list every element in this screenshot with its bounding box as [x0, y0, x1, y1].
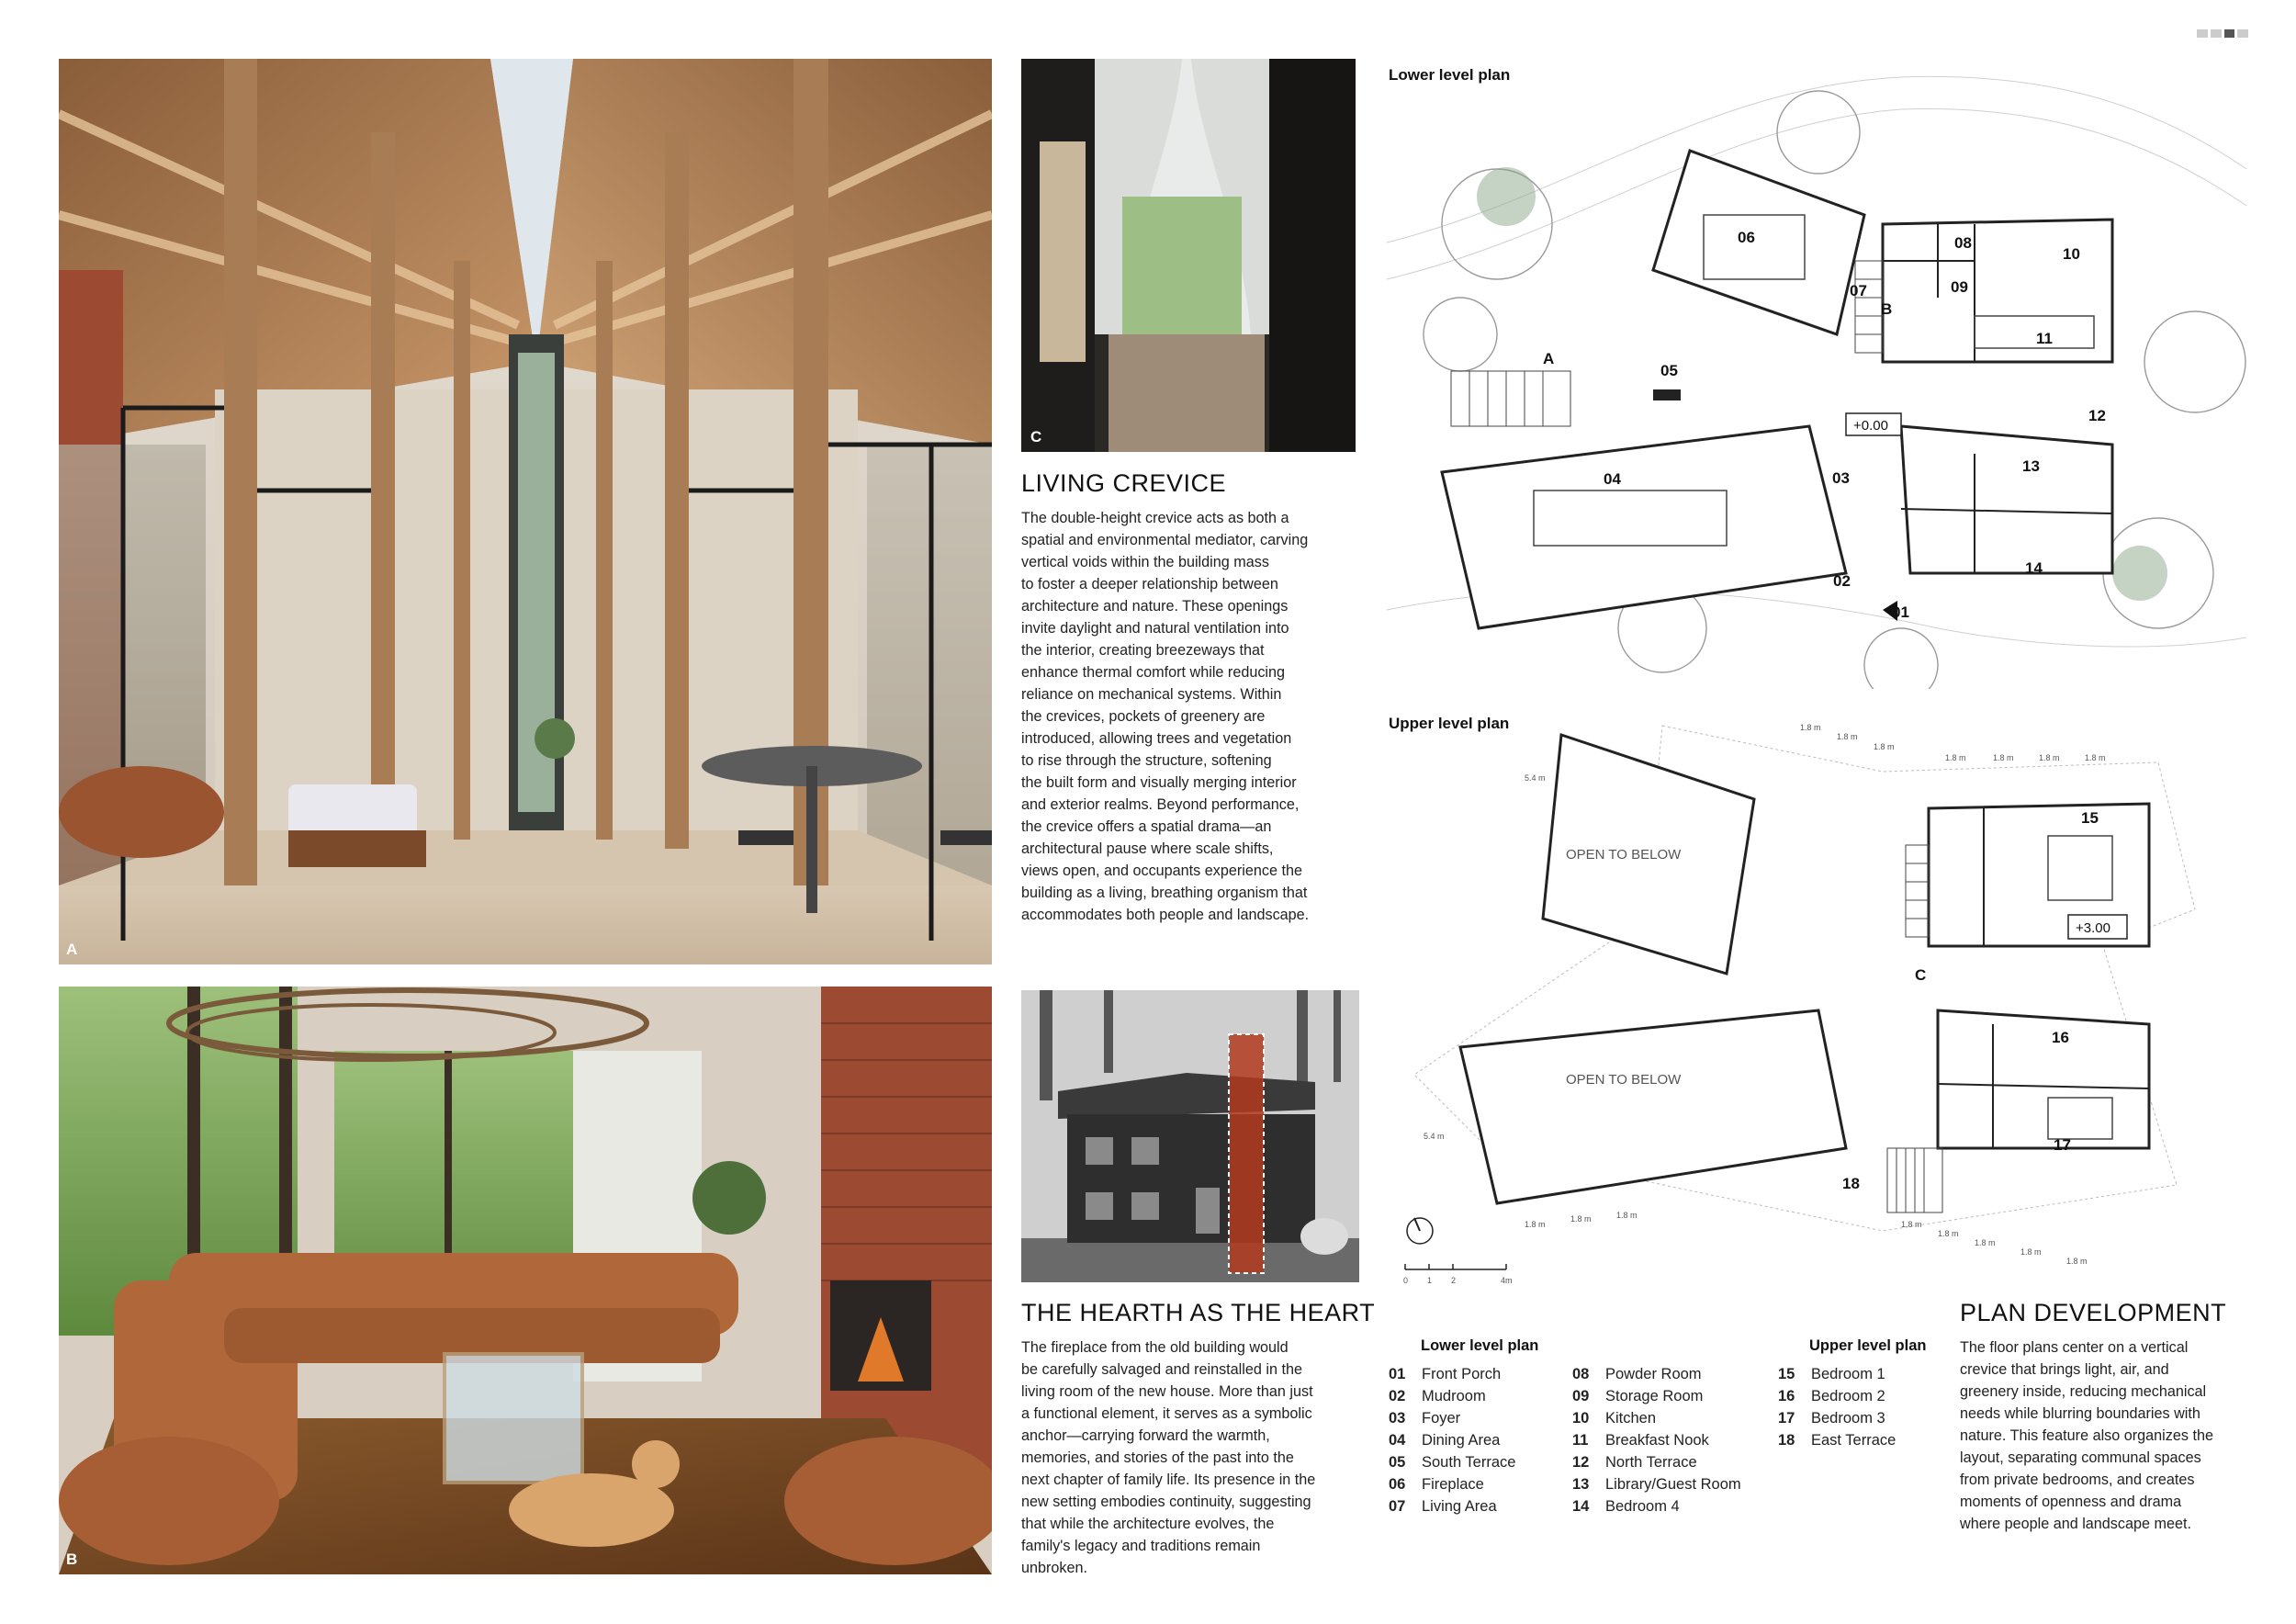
legend-item: 13 Library/Guest Room — [1572, 1476, 1741, 1493]
svg-text:08: 08 — [1954, 234, 1972, 252]
legend-item: 16 Bedroom 2 — [1778, 1388, 1885, 1404]
legend-item: 02 Mudroom — [1389, 1388, 1486, 1404]
svg-text:09: 09 — [1951, 278, 1968, 296]
legend-item: 07 Living Area — [1389, 1498, 1497, 1515]
svg-text:5.4 m: 5.4 m — [1525, 773, 1546, 783]
svg-text:1.8 m: 1.8 m — [2085, 753, 2106, 762]
svg-text:02: 02 — [1833, 572, 1851, 590]
legend-item: 08 Powder Room — [1572, 1366, 1702, 1382]
svg-text:1.8 m: 1.8 m — [2020, 1247, 2042, 1257]
svg-text:2: 2 — [1451, 1276, 1457, 1285]
svg-text:1.8 m: 1.8 m — [1901, 1220, 1922, 1229]
upper-level-elevation: +3.00 — [2076, 920, 2110, 936]
svg-text:04: 04 — [1604, 470, 1621, 488]
legend-item: 11 Breakfast Nook — [1572, 1432, 1709, 1449]
svg-text:15: 15 — [2081, 809, 2099, 827]
legend-item: 09 Storage Room — [1572, 1388, 1704, 1404]
svg-text:1.8 m: 1.8 m — [1800, 723, 1821, 732]
living-crevice-heading: LIVING CREVICE — [1021, 469, 1227, 497]
legend-item: 06 Fireplace — [1389, 1476, 1484, 1493]
legend-item: 15 Bedroom 1 — [1778, 1366, 1885, 1382]
legend-lower-heading: Lower level plan — [1421, 1337, 1539, 1354]
upper-level-plan — [1387, 707, 2246, 1295]
svg-text:1.8 m: 1.8 m — [1616, 1211, 1638, 1220]
svg-text:07: 07 — [1850, 282, 1867, 299]
old-house-photo — [1021, 990, 1359, 1282]
photo-tag-c: C — [1030, 428, 1042, 445]
legend-item: 17 Bedroom 3 — [1778, 1410, 1885, 1427]
legend-item: 10 Kitchen — [1572, 1410, 1657, 1427]
lower-level-elevation: +0.00 — [1853, 418, 1888, 434]
svg-text:0: 0 — [1403, 1276, 1409, 1285]
svg-text:1.8 m: 1.8 m — [1837, 732, 1858, 741]
pager-icon — [2197, 29, 2248, 38]
plan-development-heading: PLAN DEVELOPMENT — [1960, 1299, 2227, 1326]
legend-item: 01 Front Porch — [1389, 1366, 1502, 1382]
open-to-below-1: OPEN TO BELOW — [1566, 847, 1682, 863]
svg-text:4m: 4m — [1501, 1276, 1513, 1285]
svg-text:03: 03 — [1832, 469, 1850, 487]
render-a-interior — [59, 59, 992, 964]
svg-text:10: 10 — [2063, 245, 2080, 263]
svg-text:13: 13 — [2022, 457, 2040, 475]
svg-text:1.8 m: 1.8 m — [1525, 1220, 1546, 1229]
hearth-body: The fireplace from the old building would be carefully salvaged and reinstalled in the living room of the new house. More than just a functional element, it serves as a symbolic anchor—carrying forward the warmth, memories, and stories of the past into the next chapter of family life. Its presence in the new setting embodies continuity, suggesting that while the architecture evolves, the family's legacy and traditions remain unbroken. — [1021, 1339, 1316, 1576]
photo-tag-b: B — [66, 1551, 78, 1568]
plan-development-body: The floor plans center on a vertical crevice that brings light, air, and greenery inside, reducing mechanical needs while blurring boundaries with nature. This feature also organizes the layout, separating communal spaces from private bedrooms, and creates moments of openness and drama where people and landscape meet. — [1960, 1339, 2213, 1532]
legend-item: 12 North Terrace — [1572, 1454, 1697, 1471]
svg-text:1.8 m: 1.8 m — [1938, 1229, 1959, 1238]
svg-text:1.8 m: 1.8 m — [1993, 753, 2014, 762]
section-marker-a: A — [1543, 350, 1555, 367]
svg-text:01: 01 — [1892, 603, 1909, 621]
svg-text:11: 11 — [2036, 330, 2053, 347]
svg-text:1: 1 — [1427, 1276, 1433, 1285]
svg-text:06: 06 — [1738, 229, 1755, 246]
photo-tag-a: A — [66, 941, 78, 958]
legend-item: 18 East Terrace — [1778, 1432, 1896, 1449]
svg-text:17: 17 — [2054, 1136, 2071, 1154]
living-crevice-body: The double-height crevice acts as both a spatial and environmental mediator, carving vertical voids within the building mass to foster a deeper relationship between architecture and nature. These openings invite daylight and natural ventilation into the interior, creating breezeways that enhance thermal comfort while reducing reliance on mechanical systems. Within the crevices, pockets of greenery are introduced, allowing trees and vegetation to rise through the structure, softening the built form and visually merging interior and exterior realms. Beyond performance, the crevice offers a spatial drama—an architectural pause where scale shifts, views open, and occupants experience the building as a living, breathing organism that accommodates both people and landscape. — [1021, 510, 1310, 923]
svg-text:1.8 m: 1.8 m — [1874, 742, 1895, 751]
svg-text:18: 18 — [1842, 1175, 1860, 1192]
upper-plan-title: Upper level plan — [1389, 715, 1510, 732]
legend-item: 05 South Terrace — [1389, 1454, 1516, 1471]
lower-plan-title: Lower level plan — [1389, 66, 1511, 84]
legend-item: 04 Dining Area — [1389, 1432, 1501, 1449]
legend-col-1 — [1389, 1363, 1515, 1517]
svg-text:16: 16 — [2052, 1029, 2069, 1046]
svg-text:5.4 m: 5.4 m — [1424, 1132, 1445, 1141]
svg-text:14: 14 — [2025, 559, 2043, 577]
scale-bar — [1405, 1264, 1506, 1269]
svg-text:1.8 m: 1.8 m — [2066, 1257, 2088, 1266]
legend-item: 03 Foyer — [1389, 1410, 1461, 1427]
section-marker-c: C — [1915, 966, 1927, 984]
svg-text:1.8 m: 1.8 m — [1570, 1214, 1592, 1224]
svg-text:12: 12 — [2088, 407, 2106, 424]
render-c-crevice — [1021, 59, 1356, 452]
legend-col-3 — [1778, 1363, 1896, 1451]
hearth-heading: THE HEARTH AS THE HEART — [1021, 1299, 1376, 1326]
legend-upper-heading: Upper level plan — [1809, 1337, 1927, 1354]
svg-text:1.8 m: 1.8 m — [1945, 753, 1966, 762]
render-b-living-room — [59, 987, 992, 1574]
lower-level-plan — [1387, 59, 2246, 689]
legend-item: 14 Bedroom 4 — [1572, 1498, 1680, 1515]
svg-text:1.8 m: 1.8 m — [2039, 753, 2060, 762]
section-marker-b: B — [1881, 300, 1893, 318]
svg-text:1.8 m: 1.8 m — [1975, 1238, 1996, 1247]
open-to-below-2: OPEN TO BELOW — [1566, 1072, 1682, 1088]
legend-col-2 — [1572, 1363, 1741, 1517]
svg-text:05: 05 — [1660, 362, 1678, 379]
